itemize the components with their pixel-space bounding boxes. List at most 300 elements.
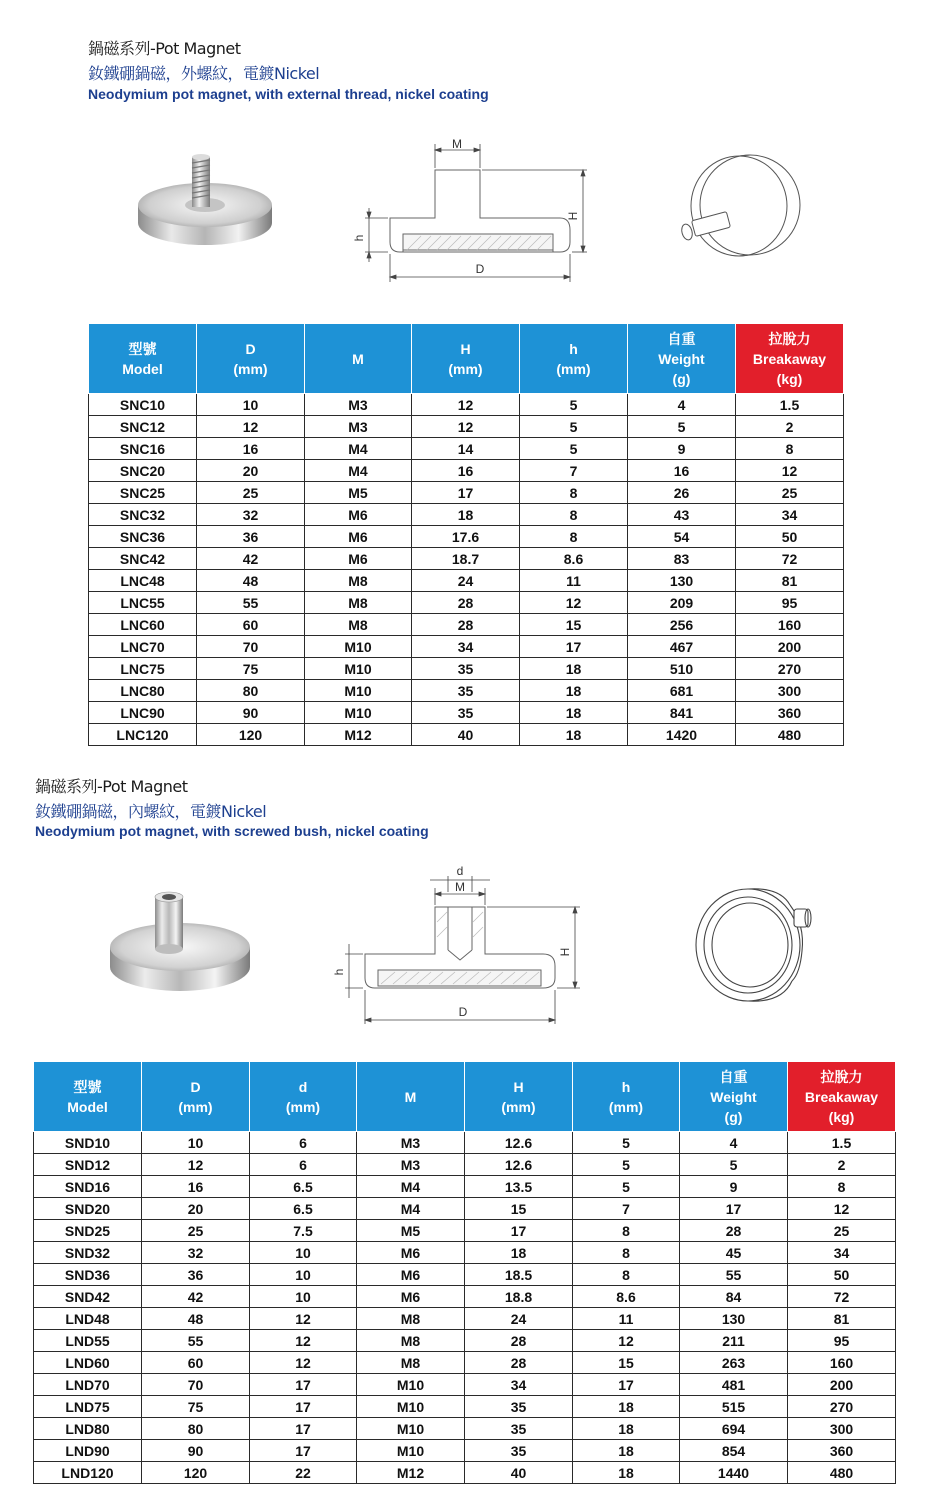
- table-cell: 17: [250, 1418, 357, 1440]
- table-cell: 360: [788, 1440, 896, 1462]
- table-cell: 200: [736, 636, 844, 658]
- table-cell: LNC120: [89, 724, 197, 746]
- table-cell: 10: [197, 394, 305, 416]
- table-row: [34, 1220, 896, 1242]
- table-cell: 70: [142, 1374, 250, 1396]
- table-cell: SNC12: [89, 416, 197, 438]
- table-cell: 10: [250, 1286, 357, 1308]
- table-cell: 80: [197, 680, 305, 702]
- table-cell: 35: [465, 1440, 573, 1462]
- table-cell: 18: [520, 680, 628, 702]
- col-header-model: 型號 Model: [89, 324, 197, 394]
- table-cell: 120: [142, 1462, 250, 1484]
- table-cell: LNC55: [89, 592, 197, 614]
- table-cell: 84: [680, 1286, 788, 1308]
- table-cell: SND16: [34, 1176, 142, 1198]
- table-cell: 18: [573, 1396, 680, 1418]
- table-cell: 9: [628, 438, 736, 460]
- table-row: [34, 1286, 896, 1308]
- table-cell: 16: [197, 438, 305, 460]
- table-cell: 270: [736, 658, 844, 680]
- section2-subtitle: 釹鐵硼鍋磁，內螺紋，電鍍Nickel: [35, 802, 267, 821]
- table-cell: 5: [628, 416, 736, 438]
- section1-subtitle: 釹鐵硼鍋磁，外螺紋，電鍍Nickel: [88, 64, 320, 83]
- col-header-H: H (mm): [412, 324, 520, 394]
- table-cell: 6.5: [250, 1176, 357, 1198]
- table-cell: M10: [305, 658, 412, 680]
- table-cell: LND90: [34, 1440, 142, 1462]
- table-cell: SND32: [34, 1242, 142, 1264]
- table-cell: 12: [250, 1308, 357, 1330]
- table-cell: 8: [573, 1242, 680, 1264]
- table-cell: M10: [357, 1374, 465, 1396]
- col-header-h: h (mm): [520, 324, 628, 394]
- table-cell: 55: [197, 592, 305, 614]
- table-cell: 12: [250, 1352, 357, 1374]
- table-cell: 300: [788, 1418, 896, 1440]
- col-header-H: H (mm): [465, 1062, 573, 1132]
- table-cell: M6: [357, 1264, 465, 1286]
- table-cell: M3: [357, 1132, 465, 1154]
- table-cell: 25: [197, 482, 305, 504]
- table-cell: 75: [142, 1396, 250, 1418]
- table-row: [34, 1242, 896, 1264]
- col-header-D: D (mm): [197, 324, 305, 394]
- table-cell: M10: [305, 636, 412, 658]
- table-cell: 360: [736, 702, 844, 724]
- table-body-external-thread: [89, 394, 844, 746]
- table-cell: 480: [788, 1462, 896, 1484]
- table-cell: 20: [142, 1198, 250, 1220]
- table-cell: 70: [197, 636, 305, 658]
- table-cell: 95: [788, 1330, 896, 1352]
- table-row: [34, 1132, 896, 1154]
- table-cell: M6: [305, 548, 412, 570]
- table-row: [89, 570, 844, 592]
- table-cell: SNC16: [89, 438, 197, 460]
- table-cell: LND60: [34, 1352, 142, 1374]
- table-cell: 15: [520, 614, 628, 636]
- table-cell: 81: [788, 1308, 896, 1330]
- table-cell: 510: [628, 658, 736, 680]
- col-header-weight: 自重 Weight (g): [628, 324, 736, 394]
- table-cell: 160: [788, 1352, 896, 1374]
- table-cell: LND80: [34, 1418, 142, 1440]
- table-cell: 2: [788, 1154, 896, 1176]
- table-cell: 40: [465, 1462, 573, 1484]
- table-cell: 75: [197, 658, 305, 680]
- table-row: [89, 724, 844, 746]
- table-cell: 6.5: [250, 1198, 357, 1220]
- table-cell: 1.5: [788, 1132, 896, 1154]
- table-cell: 7: [520, 460, 628, 482]
- table-cell: M4: [357, 1176, 465, 1198]
- table-cell: 5: [573, 1176, 680, 1198]
- table-cell: 90: [142, 1440, 250, 1462]
- table-cell: 18: [573, 1440, 680, 1462]
- table-cell: 35: [465, 1396, 573, 1418]
- table-row: [34, 1418, 896, 1440]
- table-cell: SNC25: [89, 482, 197, 504]
- table-cell: 160: [736, 614, 844, 636]
- table-cell: 8: [520, 526, 628, 548]
- table-cell: 10: [250, 1264, 357, 1286]
- dim-label-H: H: [558, 947, 572, 957]
- table-cell: 841: [628, 702, 736, 724]
- table-row: [89, 416, 844, 438]
- table-cell: SNC10: [89, 394, 197, 416]
- table-cell: 42: [142, 1286, 250, 1308]
- table-cell: 45: [680, 1242, 788, 1264]
- table-cell: 17: [412, 482, 520, 504]
- table-cell: 18: [573, 1462, 680, 1484]
- table-cell: M10: [357, 1418, 465, 1440]
- table-cell: M12: [305, 724, 412, 746]
- table-cell: 48: [197, 570, 305, 592]
- table-cell: 256: [628, 614, 736, 636]
- table-cell: M6: [305, 526, 412, 548]
- spec-table-external-thread: [88, 323, 844, 746]
- section2-subtitle-en: Neodymium pot magnet, with screwed bush, nickel coating: [35, 823, 429, 839]
- col-header-model: 型號 Model: [34, 1062, 142, 1132]
- table-cell: LND120: [34, 1462, 142, 1484]
- table-cell: 8: [788, 1176, 896, 1198]
- table-cell: M8: [305, 592, 412, 614]
- table-row: [89, 680, 844, 702]
- table-cell: 9: [680, 1176, 788, 1198]
- section2-title: 鍋磁系列-Pot Magnet: [35, 777, 188, 796]
- table-cell: LNC48: [89, 570, 197, 592]
- table-cell: 36: [197, 526, 305, 548]
- table-cell: 15: [465, 1198, 573, 1220]
- table-cell: 60: [197, 614, 305, 636]
- table-cell: M6: [305, 504, 412, 526]
- table-cell: 17: [680, 1198, 788, 1220]
- table-cell: 270: [788, 1396, 896, 1418]
- table-cell: SND20: [34, 1198, 142, 1220]
- table-cell: 17: [573, 1374, 680, 1396]
- dim-label-h: h: [332, 968, 346, 976]
- table-cell: 18: [520, 658, 628, 680]
- line-drawing-external-thread: [665, 150, 815, 265]
- table-row: [89, 438, 844, 460]
- table-cell: 17.6: [412, 526, 520, 548]
- table-cell: 8: [520, 482, 628, 504]
- table-cell: M12: [357, 1462, 465, 1484]
- table-cell: 34: [465, 1374, 573, 1396]
- table-cell: SND12: [34, 1154, 142, 1176]
- table-cell: M4: [357, 1198, 465, 1220]
- table-cell: 200: [788, 1374, 896, 1396]
- dim-label-h: h: [352, 234, 366, 242]
- table-cell: 5: [520, 416, 628, 438]
- table-cell: 15: [573, 1352, 680, 1374]
- table-cell: 8: [573, 1264, 680, 1286]
- table-cell: 72: [788, 1286, 896, 1308]
- table-cell: 12: [142, 1154, 250, 1176]
- table-cell: LNC75: [89, 658, 197, 680]
- table-cell: 18: [465, 1242, 573, 1264]
- table-cell: 18: [520, 724, 628, 746]
- table-cell: 18: [412, 504, 520, 526]
- table-row: [89, 658, 844, 680]
- table-cell: 480: [736, 724, 844, 746]
- table-cell: M10: [357, 1440, 465, 1462]
- technical-drawing-screwed-bush: [332, 862, 585, 1027]
- table-cell: 12: [412, 394, 520, 416]
- table-cell: LNC80: [89, 680, 197, 702]
- table-cell: 28: [412, 614, 520, 636]
- table-cell: 32: [197, 504, 305, 526]
- table-cell: 11: [520, 570, 628, 592]
- table-cell: 43: [628, 504, 736, 526]
- table-cell: SND42: [34, 1286, 142, 1308]
- table-cell: 40: [412, 724, 520, 746]
- dim-label-M: M: [452, 137, 462, 151]
- table-cell: 35: [412, 702, 520, 724]
- table-row: [89, 526, 844, 548]
- col-header-weight: 自重 Weight (g): [680, 1062, 788, 1132]
- table-cell: 5: [573, 1132, 680, 1154]
- table-cell: M10: [305, 702, 412, 724]
- table-cell: 515: [680, 1396, 788, 1418]
- table-cell: M8: [305, 570, 412, 592]
- table-cell: 209: [628, 592, 736, 614]
- table-cell: 20: [197, 460, 305, 482]
- table-cell: 130: [628, 570, 736, 592]
- table-row: [34, 1440, 896, 1462]
- dim-label-D: D: [458, 1005, 468, 1019]
- table-cell: M6: [357, 1286, 465, 1308]
- table-cell: 18.5: [465, 1264, 573, 1286]
- table-cell: 48: [142, 1308, 250, 1330]
- table-cell: LND55: [34, 1330, 142, 1352]
- table-cell: 2: [736, 416, 844, 438]
- table-cell: 6: [250, 1154, 357, 1176]
- table-cell: 55: [142, 1330, 250, 1352]
- table-cell: 28: [412, 592, 520, 614]
- table-cell: 35: [412, 680, 520, 702]
- table-cell: 24: [412, 570, 520, 592]
- table-row: [89, 614, 844, 636]
- table-cell: 34: [788, 1242, 896, 1264]
- table-cell: SNC32: [89, 504, 197, 526]
- table-cell: 80: [142, 1418, 250, 1440]
- table-cell: 17: [465, 1220, 573, 1242]
- table-cell: 6: [250, 1132, 357, 1154]
- table-cell: M3: [305, 394, 412, 416]
- table-row: [34, 1176, 896, 1198]
- table-cell: 25: [788, 1220, 896, 1242]
- table-row: [34, 1462, 896, 1484]
- table-row: [89, 460, 844, 482]
- col-header-breakaway: 拉脫力 Breakaway (kg): [736, 324, 844, 394]
- col-header-breakaway: 拉脫力 Breakaway (kg): [788, 1062, 896, 1132]
- table-cell: 12: [197, 416, 305, 438]
- table-cell: 35: [412, 658, 520, 680]
- dim-label-H: H: [566, 211, 580, 221]
- table-cell: LND70: [34, 1374, 142, 1396]
- technical-drawing-external-thread: [345, 130, 600, 285]
- table-cell: M4: [305, 438, 412, 460]
- table-cell: 5: [680, 1154, 788, 1176]
- table-cell: LNC70: [89, 636, 197, 658]
- table-cell: M4: [305, 460, 412, 482]
- table-cell: 8: [520, 504, 628, 526]
- table-cell: 72: [736, 548, 844, 570]
- table-cell: 60: [142, 1352, 250, 1374]
- table-cell: 34: [736, 504, 844, 526]
- table-cell: M10: [305, 680, 412, 702]
- table-cell: 25: [736, 482, 844, 504]
- table-cell: 36: [142, 1264, 250, 1286]
- table-cell: 12: [250, 1330, 357, 1352]
- table-cell: 28: [465, 1352, 573, 1374]
- table-cell: 12: [573, 1330, 680, 1352]
- table-cell: 12: [520, 592, 628, 614]
- table-row: [34, 1264, 896, 1286]
- table-cell: 50: [736, 526, 844, 548]
- table-cell: 81: [736, 570, 844, 592]
- table-cell: M5: [357, 1220, 465, 1242]
- table-cell: 42: [197, 548, 305, 570]
- table-cell: 10: [250, 1242, 357, 1264]
- table-cell: SNC20: [89, 460, 197, 482]
- table-cell: 681: [628, 680, 736, 702]
- table-cell: 8.6: [520, 548, 628, 570]
- table-cell: 16: [142, 1176, 250, 1198]
- table-cell: 18.8: [465, 1286, 573, 1308]
- table-cell: 5: [520, 438, 628, 460]
- table-cell: 12: [412, 416, 520, 438]
- table-cell: 17: [250, 1374, 357, 1396]
- table-row: [89, 548, 844, 570]
- table-row: [34, 1396, 896, 1418]
- table-cell: 50: [788, 1264, 896, 1286]
- table-cell: LNC60: [89, 614, 197, 636]
- table-cell: 481: [680, 1374, 788, 1396]
- table-cell: M6: [357, 1242, 465, 1264]
- table-cell: M10: [357, 1396, 465, 1418]
- table-cell: SNC42: [89, 548, 197, 570]
- table-cell: 7: [573, 1198, 680, 1220]
- col-header-d: d (mm): [250, 1062, 357, 1132]
- table-cell: SNC36: [89, 526, 197, 548]
- table-cell: 90: [197, 702, 305, 724]
- table-cell: 22: [250, 1462, 357, 1484]
- table-row: [89, 504, 844, 526]
- table-cell: SND25: [34, 1220, 142, 1242]
- table-row: [34, 1374, 896, 1396]
- product-photo-external-thread: [130, 145, 280, 255]
- table-cell: 28: [680, 1220, 788, 1242]
- table-cell: M8: [357, 1308, 465, 1330]
- table-cell: 5: [573, 1154, 680, 1176]
- table-cell: 95: [736, 592, 844, 614]
- col-header-h: h (mm): [573, 1062, 680, 1132]
- table-cell: 16: [628, 460, 736, 482]
- table-cell: 34: [412, 636, 520, 658]
- table-cell: 24: [465, 1308, 573, 1330]
- col-header-M: M: [357, 1062, 465, 1132]
- table-row: [89, 394, 844, 416]
- table-cell: M8: [305, 614, 412, 636]
- table-row: [89, 702, 844, 724]
- table-row: [34, 1352, 896, 1374]
- table-cell: 54: [628, 526, 736, 548]
- table-body-screwed-bush: [34, 1132, 896, 1484]
- table-cell: 4: [628, 394, 736, 416]
- table-cell: 5: [520, 394, 628, 416]
- table-cell: M8: [357, 1330, 465, 1352]
- table-cell: 1.5: [736, 394, 844, 416]
- table-cell: M3: [305, 416, 412, 438]
- table-cell: 467: [628, 636, 736, 658]
- dim-label-d: d: [456, 864, 464, 878]
- table-cell: 12.6: [465, 1132, 573, 1154]
- product-photo-screwed-bush: [105, 885, 255, 1000]
- table-cell: 130: [680, 1308, 788, 1330]
- section1-title: 鍋磁系列-Pot Magnet: [88, 39, 241, 58]
- table-row: [34, 1308, 896, 1330]
- table-cell: SND36: [34, 1264, 142, 1286]
- table-cell: LND48: [34, 1308, 142, 1330]
- section1-subtitle-en: Neodymium pot magnet, with external thread, nickel coating: [88, 86, 489, 102]
- table-cell: 18: [573, 1418, 680, 1440]
- table-cell: 7.5: [250, 1220, 357, 1242]
- table-cell: 8: [573, 1220, 680, 1242]
- table-cell: 10: [142, 1132, 250, 1154]
- table-cell: 211: [680, 1330, 788, 1352]
- table-cell: 83: [628, 548, 736, 570]
- table-cell: 1420: [628, 724, 736, 746]
- table-cell: 854: [680, 1440, 788, 1462]
- table-cell: 18.7: [412, 548, 520, 570]
- table-cell: 16: [412, 460, 520, 482]
- table-cell: 17: [250, 1396, 357, 1418]
- table-row: [89, 482, 844, 504]
- table-cell: 12.6: [465, 1154, 573, 1176]
- table-cell: 694: [680, 1418, 788, 1440]
- col-header-M: M: [305, 324, 412, 394]
- spec-table-screwed-bush: [33, 1061, 896, 1484]
- table-cell: M5: [305, 482, 412, 504]
- col-header-D: D (mm): [142, 1062, 250, 1132]
- table-cell: M8: [357, 1352, 465, 1374]
- table-cell: 11: [573, 1308, 680, 1330]
- table-cell: 26: [628, 482, 736, 504]
- table-cell: LND75: [34, 1396, 142, 1418]
- table-cell: 300: [736, 680, 844, 702]
- table-row: [89, 592, 844, 614]
- table-cell: 13.5: [465, 1176, 573, 1198]
- table-cell: 55: [680, 1264, 788, 1286]
- table-cell: 8.6: [573, 1286, 680, 1308]
- table-cell: 1440: [680, 1462, 788, 1484]
- table-cell: 32: [142, 1242, 250, 1264]
- line-drawing-screwed-bush: [690, 885, 840, 1010]
- table-cell: M3: [357, 1154, 465, 1176]
- table-row: [34, 1198, 896, 1220]
- table-cell: 25: [142, 1220, 250, 1242]
- table-cell: 12: [788, 1198, 896, 1220]
- table-row: [34, 1330, 896, 1352]
- table-cell: 35: [465, 1418, 573, 1440]
- table-cell: 14: [412, 438, 520, 460]
- table-cell: 17: [250, 1440, 357, 1462]
- table-cell: 4: [680, 1132, 788, 1154]
- table-cell: 28: [465, 1330, 573, 1352]
